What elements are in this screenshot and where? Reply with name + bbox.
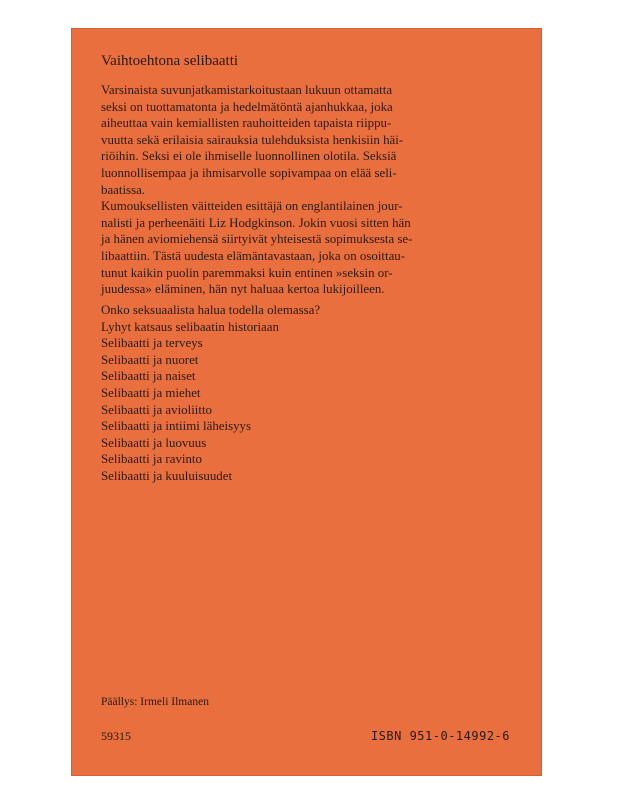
blurb-line: libaattiin. Tästä uudesta elämäntavastaan, joka on osoittau- <box>101 248 406 263</box>
contents-item: Selibaatti ja miehet <box>101 385 201 400</box>
blurb-line: juudessa» eläminen, hän nyt haluaa kertoa lukijoilleen. <box>101 282 385 297</box>
contents-item: Selibaatti ja kuuluisuudet <box>101 468 233 483</box>
contents-item: Lyhyt katsaus selibaatin historiaan <box>101 319 279 334</box>
blurb-paragraph <box>101 82 511 298</box>
cover-designer-credit: Päällys: Irmeli Ilmanen <box>101 696 209 708</box>
contents-item: Selibaatti ja ravinto <box>101 452 202 467</box>
blurb-line: seksi on tuottamatonta ja hedelmätöntä ajanhukkaa, joka <box>101 99 393 114</box>
product-code: 59315 <box>101 729 131 743</box>
blurb-line: riöihin. Seksi ei ole ihmiselle luonnollinen olotila. Seksiä <box>101 149 397 164</box>
contents-item: Selibaatti ja naiset <box>101 369 196 384</box>
contents-list <box>101 302 511 485</box>
back-cover <box>71 28 542 776</box>
blurb-line: ja hänen aviomiehensä siirtyivät yhteisestä sopimuksesta se- <box>101 232 413 247</box>
isbn-number: ISBN 951-0-14992-6 <box>370 729 510 743</box>
contents-item: Onko seksuaalista halua todella olemassa? <box>101 303 321 317</box>
contents-item: Selibaatti ja avioliitto <box>101 402 212 417</box>
blurb-line: nalisti ja perheenäiti Liz Hodgkinson. Jokin vuosi sitten hän <box>101 215 411 230</box>
blurb-line: Varsinaista suvunjatkamistarkoitustaan lukuun ottamatta <box>101 83 393 97</box>
blurb-line: luonnollisempaa ja ihmisarvolle sopivampaa on elää seli- <box>101 165 397 180</box>
cover-title: Vaihtoehtona selibaatti <box>101 53 239 69</box>
contents-item: Selibaatti ja luovuus <box>101 435 207 450</box>
blurb-line: vuutta sekä erilaisia sairauksia tulehduksista henkisiin häi- <box>101 132 404 147</box>
blurb-line: baatissa. <box>101 182 146 197</box>
blurb-line: aiheuttaa vain kemiallisten rauhoitteiden tapaista riippu- <box>101 116 392 131</box>
contents-item: Selibaatti ja terveys <box>101 336 203 351</box>
contents-item: Selibaatti ja nuoret <box>101 352 199 367</box>
blurb-line: Kumouksellisten väitteiden esittäjä on englantilainen jour- <box>101 199 403 214</box>
blurb-line: tunut kaikin puolin paremmaksi kuin entinen »seksin or- <box>101 265 393 280</box>
contents-item: Selibaatti ja intiimi läheisyys <box>101 419 252 434</box>
